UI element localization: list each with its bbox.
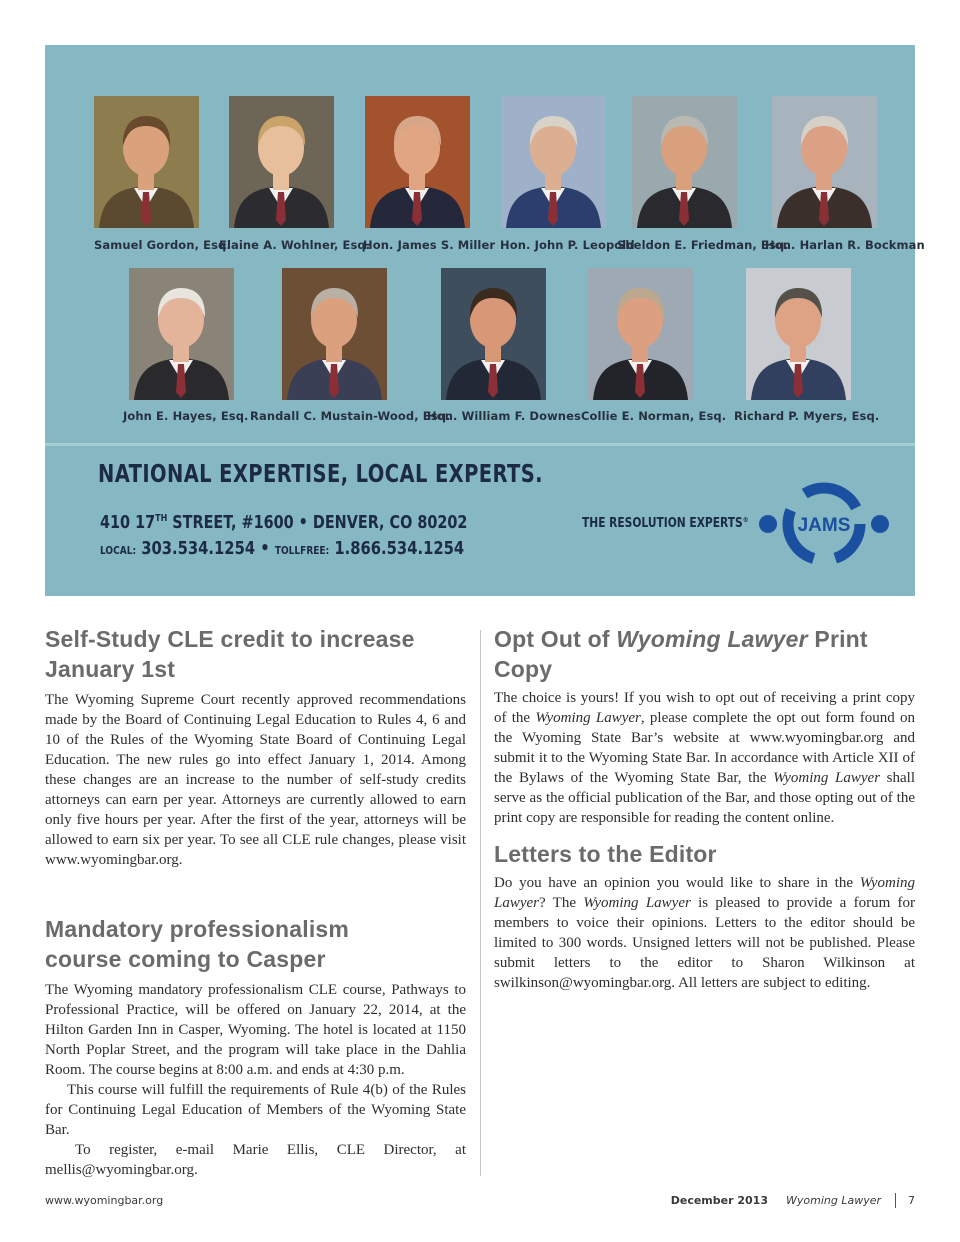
footer-publication: Wyoming Lawyer bbox=[785, 1194, 881, 1207]
article-letters-to-editor bbox=[494, 839, 915, 993]
person-name-caption: Hon. William F. Downes bbox=[427, 409, 581, 423]
footer-separator bbox=[895, 1193, 896, 1208]
portrait-photo bbox=[501, 96, 606, 228]
person-name-caption: Hon. James S. Miller bbox=[363, 238, 496, 252]
article-self-study-cle bbox=[45, 624, 466, 870]
column-divider bbox=[480, 630, 481, 1176]
article-title: Mandatory professionalism course coming to Casper bbox=[45, 916, 350, 972]
portrait-photo bbox=[588, 268, 693, 400]
person-name-caption: Sheldon E. Friedman, Esq. bbox=[617, 238, 789, 252]
person-name-caption: Richard P. Myers, Esq. bbox=[734, 409, 880, 423]
portrait-photo bbox=[229, 96, 334, 228]
portrait-photo bbox=[282, 268, 387, 400]
mediator-photo-grid bbox=[45, 45, 925, 443]
person-name-caption: Hon. John P. Leopold bbox=[500, 238, 635, 252]
article-title: Opt Out of Wyoming Lawyer Print Copy bbox=[494, 626, 868, 682]
portrait-photo bbox=[94, 96, 199, 228]
portrait-photo bbox=[772, 96, 877, 228]
ad-phone-numbers: LOCAL: 303.534.1254 • TOLLFREE: 1.866.534.1254 bbox=[100, 538, 465, 559]
person-name-caption: Hon. Harlan R. Bockman bbox=[765, 238, 925, 252]
person-name-caption: John E. Hayes, Esq. bbox=[123, 409, 249, 423]
portrait-photo bbox=[441, 268, 546, 400]
jams-logo bbox=[758, 480, 890, 568]
article-paragraph: This course will fulfill the requirements of Rule 4(b) of the Rules for Continuing Legal Education of Members of the Wyoming State Bar. bbox=[45, 1082, 466, 1138]
jams-logo-text: JAMS bbox=[797, 515, 851, 536]
ad-tagline: THE RESOLUTION EXPERTS® bbox=[582, 516, 749, 531]
article-body: Do you have an opinion you would like to share in the Wyoming Lawyer? The Wyoming Lawyer is pleased to provide a forum for members to voice their opinions. Letters to the editor should be limited to 300 words. Unsigned letters will not be published. Please submit letters to the editor to Sharon Wilkinson at swilkinson@wyomingbar.org. All letters are subject to editing. bbox=[494, 875, 916, 991]
footer-issue-info bbox=[671, 1193, 915, 1208]
article-paragraph: To register, e-mail Marie Ellis, CLE Director, at mellis@wyomingbar.org. bbox=[45, 1142, 466, 1178]
ad-divider bbox=[45, 443, 915, 446]
portrait-photo bbox=[632, 96, 737, 228]
ad-headline: NATIONAL EXPERTISE, LOCAL EXPERTS. bbox=[98, 459, 543, 488]
portrait-photo bbox=[746, 268, 851, 400]
page-number: 7 bbox=[908, 1194, 915, 1207]
ad-address: 410 17TH STREET, #1600 • DENVER, CO 80202 bbox=[100, 512, 468, 533]
article-mandatory-professionalism bbox=[45, 914, 466, 1180]
article-paragraph: The Wyoming mandatory professionalism CLE course, Pathways to Professional Practice, will be offered on January 22, 2014, at the Hilton Garden Inn in Casper, Wyoming. The hotel is located at 1150 North Poplar Street, and the program will take place in the Dahlia Room. The course begins at 8:00 a.m. and ends at 4:30 p.m. bbox=[45, 982, 466, 1078]
portrait-photo bbox=[365, 96, 470, 228]
portrait-photo bbox=[129, 268, 234, 400]
jams-advertisement bbox=[45, 45, 925, 596]
article-body: The Wyoming Supreme Court recently approved recommendations made by the Board of Continuing Legal Education to Rules 4, 6 and 10 of the Rules of the Wyoming State Board of Continuing Legal Education. The new rules go into effect January 1, 2014. Among these changes are an increase to the number of self-study credits attorneys can earn per year. Attorneys are currently allowed to earn only five hours per year. After the first of the year, attorneys will be allowed to earn six per year. To see all CLE rule changes, please visit www.wyomingbar.org. bbox=[45, 692, 466, 868]
person-name-caption: Collie E. Norman, Esq. bbox=[581, 409, 727, 423]
article-title: Letters to the Editor bbox=[494, 841, 717, 867]
article-opt-out bbox=[494, 624, 915, 828]
article-title: Self-Study CLE credit to increase January 1st bbox=[45, 626, 415, 682]
person-name-caption: Randall C. Mustain-Wood, Esq. bbox=[250, 409, 451, 423]
person-name-caption: Samuel Gordon, Esq. bbox=[94, 238, 231, 252]
footer-issue-date: December 2013 bbox=[670, 1194, 768, 1207]
article-body: The choice is yours! If you wish to opt out of receiving a print copy of the Wyoming Lawyer, please complete the opt out form found on the Wyoming State Bar’s website at www.wyomingbar.org and submit it to the Wyoming State Bar. In accordance with Article XII of the Bylaws of the Wyoming State Bar, the Wyoming Lawyer shall serve as the official publication of the Bar, and those opting out of the print copy are responsible for reading the content online. bbox=[494, 690, 915, 826]
person-name-caption: Elaine A. Wohlner, Esq. bbox=[219, 238, 371, 252]
footer-website: www.wyomingbar.org bbox=[45, 1194, 164, 1207]
